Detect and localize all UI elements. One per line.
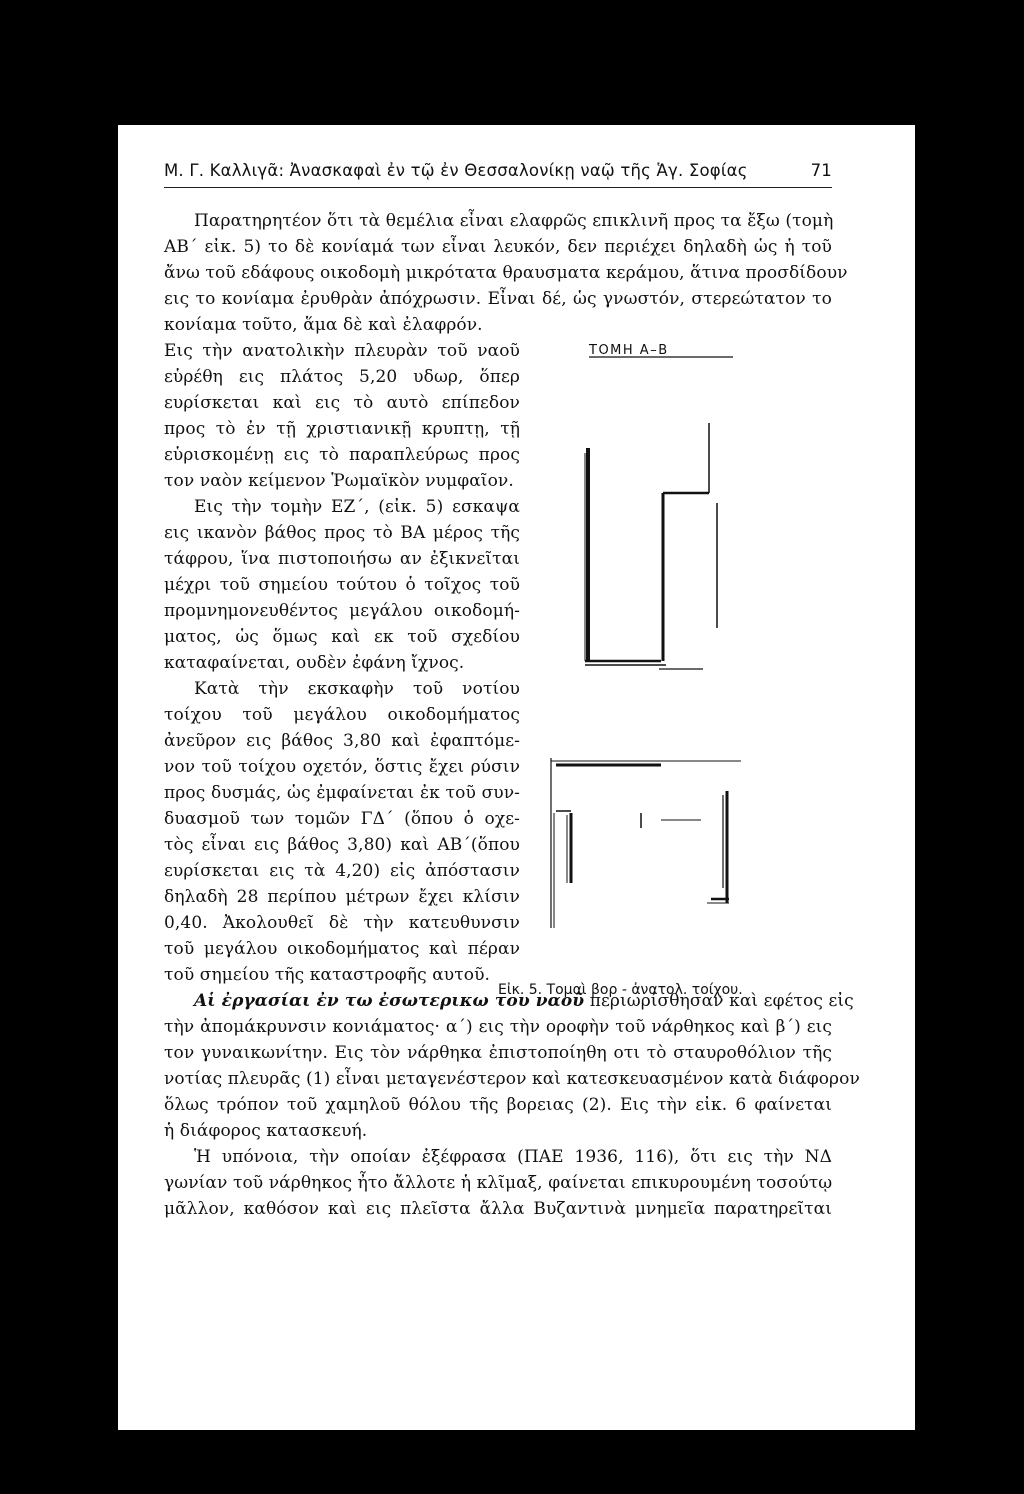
text-line: νον τοῦ τοίχου οχετόν, ὅστις ἔχει ρύσιν: [164, 757, 520, 777]
text-line: τὸς εἶναι εις βάθος 3,80) καὶ ΑΒ΄(ὅπου: [164, 835, 520, 855]
text-line: προμνημονευθέντος μεγάλου οικοδομή-: [164, 601, 520, 621]
text-line: Εις τὴν τομὴν ΕΖ΄, (εἰκ. 5) εσκαψα: [194, 497, 520, 517]
section-drawing: [541, 343, 791, 1023]
page-number: 71: [810, 161, 832, 180]
text-line: τάφρου, ἵνα πιστοποιήσω αν ἐξικνεῖται: [164, 549, 520, 569]
text-line: εις ικανὸν βάθος προς τὸ ΒΑ μέρος τῆς: [164, 523, 520, 543]
section-lead: Αἱ ἐργασίαι ἐν τω ἐσωτερικω του ναοῦ: [194, 991, 585, 1011]
text-line: δηλαδὴ 28 περίπου μέτρων ἔχει κλίσιν: [164, 887, 520, 907]
text-line: Παρατηρητέον ὅτι τὰ θεμέλια εἶναι ελαφρῶς επικλινῆ προς τα ἔξω (τομὴ: [194, 211, 834, 231]
text-line: προς δυσμάς, ὡς ἐμφαίνεται ἐκ τοῦ συν-: [164, 783, 520, 803]
text-line: ὅλως τρόπον τοῦ χαμηλοῦ θόλου τῆς βορειας (2). Εις τὴν εἰκ. 6 φαίνεται: [164, 1095, 832, 1115]
text-line: τοῦ σημείου τῆς καταστροφῆς αυτοῦ.: [164, 965, 491, 985]
header-title: Μ. Γ. Καλλιγᾶ: Ἀνασκαφαὶ ἐν τῷ ἐν Θεσσαλονίκῃ ναῷ τῆς Ἁγ. Σοφίας: [164, 161, 748, 180]
figure-label: ΤΟΜΗ Α–Β: [589, 343, 669, 358]
text-line: δυασμοῦ των τομῶν ΓΔ΄ (ὅπου ὁ οχε-: [164, 809, 520, 829]
text-line: ἄνω τοῦ εδάφους οικοδομὴ μικρότατα θραυσματα κεράμου, ἅτινα προσδίδουν: [164, 263, 848, 283]
text-line: ΑΒ΄ εἰκ. 5) το δὲ κονίαμά των εἶναι λευκόν, δεν περιέχει δηλαδὴ ὡς ἡ τοῦ: [164, 237, 832, 257]
text-line: προς τὸ ἐν τῇ χριστιανικῇ κρυπτῃ, τῇ: [164, 419, 520, 439]
text-line: μέχρι τοῦ σημείου τούτου ὁ τοῖχος τοῦ: [164, 575, 520, 595]
header-rule: [164, 187, 832, 188]
text-line: [164, 991, 854, 1011]
text-line: γωνίαν τοῦ νάρθηκος ἦτο ἄλλοτε ἡ κλῖμαξ, φαίνεται επικυρουμένη τοσούτῳ: [164, 1173, 833, 1193]
running-header: [164, 161, 832, 193]
text-line: 0,40. Ἀκολουθεῖ δὲ τὴν κατευθυνσιν: [164, 913, 520, 933]
text-line: ευρίσκεται εις τὰ 4,20) εἰς ἀπόστασιν: [164, 861, 520, 881]
text-line: εὑρέθη εις πλάτος 5,20 υδωρ, ὅπερ: [164, 367, 520, 387]
text-line: καταφαίνεται, ουδὲν ἐφάνη ἴχνος.: [164, 653, 465, 673]
text-line: μᾶλλον, καθόσον καὶ εις πλεῖστα ἄλλα Βυζαντινὰ μνημεῖα παρατηρεῖται: [164, 1199, 832, 1219]
text-line: ἀνεῦρον εις βάθος 3,80 καὶ ἐφαπτόμε-: [164, 731, 520, 751]
text-line: Ἡ υπόνοια, τὴν οποίαν ἐξέφρασα (ΠΑΕ 1936, 116), ὅτι εις τὴν ΝΔ: [194, 1147, 832, 1167]
book-page: [118, 125, 915, 1430]
text-line: κονίαμα τοῦτο, ἅμα δὲ καὶ ἐλαφρόν.: [164, 315, 483, 335]
text-line: ευρίσκεται καὶ εις τὸ αυτὸ επίπεδον: [164, 393, 520, 413]
figure-caption: Εἰκ. 5. Τομαὶ βορ - ἀνατολ. τοίχου.: [498, 982, 743, 998]
text-line: ἡ διάφορος κατασκευή.: [164, 1121, 368, 1141]
text-line: τον γυναικωνίτην. Εις τὸν νάρθηκα ἐπιστοποίηθη οτι τὸ σταυροθόλιον τῆς: [164, 1043, 832, 1063]
upper-section: [585, 423, 717, 669]
text-fragment: περιωρίσθησαν καὶ εφέτος εἰς: [589, 991, 854, 1011]
text-line: Εις τὴν ανατολικὴν πλευρὰν τοῦ ναοῦ: [164, 341, 520, 361]
text-line: τοίχου τοῦ μεγάλου οικοδομήματος: [164, 705, 520, 725]
text-line: τὴν ἀπομάκρυνσιν κονιάματος· α΄) εις τὴν οροφὴν τοῦ νάρθηκος καὶ β΄) εις: [164, 1017, 832, 1037]
text-line: εὑρισκομένῃ εις τὸ παραπλεύρως προς: [164, 445, 520, 465]
text-line: τοῦ μεγάλου οικοδομήματος καὶ πέραν: [164, 939, 520, 959]
text-line: ματος, ὡς ὅμως καὶ εκ τοῦ σχεδίου: [164, 627, 520, 647]
text-line: νοτίας πλευρᾶς (1) εἶναι μεταγενέστερον καὶ κατεσκευασμένον κατὰ διάφορον: [164, 1069, 860, 1089]
text-line: τον ναὸν κείμενον Ῥωμαϊκὸν νυμφαῖον.: [164, 471, 514, 491]
text-line: Κατὰ τὴν εκσκαφὴν τοῦ νοτίου: [194, 679, 520, 699]
text-line: εις το κονίαμα ἐρυθρὰν ἀπόχρωσιν. Εἶναι δέ, ὡς γνωστόν, στερεώτατον το: [164, 289, 832, 309]
lower-section: [551, 758, 741, 928]
